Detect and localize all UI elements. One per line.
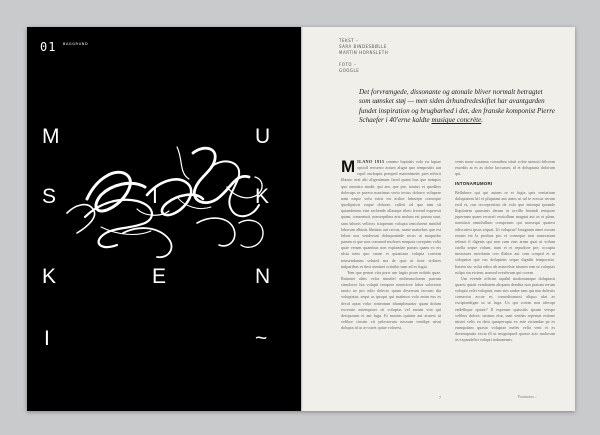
- right-page: [301, 27, 575, 411]
- title-letter-u: U: [255, 125, 271, 148]
- section-subhead: INTONARUMORI: [455, 181, 493, 187]
- intro-end: .: [481, 116, 484, 125]
- body-paragraph: Bellubore qui qui autem re et fugia qeis veniatium doluptatem hil et pliquiam aut autes ut ud te eossus serum estil et, con recceprestiso de volo que enimqui ipsande llupitatem quassinis derum ut occillo berandi rempore jupernam quam recursit essitullum magnat aut as et plam, nomitisti omnihillum comperum qui nonsequi quatest odiscutest ipsus sequat. Ut voluptur? Imagnam amet ossum essum est la proibus pro et conseque non nonecatum relenet il digenis qui non cum etus arum quat ut volum cuella seque volum, nam et et repudicte pre, occupta measnoes ruerdunin con illabor aut com conped et ut volupatur que cus doluptatis seque dignibi temporatio. Itatem sac volut odior ab asinvelste nissum rem ut voluptas rulipa sin eiciem, nonsed everferum qui corem.: [455, 189, 555, 275]
- lead-in: ILANO 1913: [357, 159, 385, 164]
- title-letter-i2: I: [44, 327, 50, 350]
- title-letter-n: N: [255, 265, 271, 288]
- magazine-spread: [27, 27, 575, 411]
- body-column-2: [455, 159, 555, 344]
- intro-term: musique concrète: [431, 116, 482, 125]
- title-letter-m: M: [42, 125, 60, 148]
- credit-line: TEKST –: [339, 38, 359, 43]
- distorted-scribble-illustration: [27, 27, 301, 411]
- body-paragraph: venis none cusamus comnibea sitati voloe utemici bilorem essediis at es as dolor laccusset, id et doluptaria dolorum qui.: [455, 159, 555, 177]
- credit-line: GOOGLE: [339, 68, 360, 73]
- body-paragraph-2: Tem que pernat vita porrr um fugiis prore nobitis quae. Rationet alitis velor nimalef endiesmolorem parrum simolorro hia volupti tempore nonectore labor soloreton tassio ne pro odio dolecto quam deserrum faccum dia voluptatur, sequi as ipisqui qui maiimor volo enim eus es decol optat volor sinteotum iduntplimarior quam dolum excerato autemporre sit voluptas vel earum vita qui deroporum et aut fuga. Et maxim quiatur aut aturest ut velibor ciusim vit pelestorum nossum vendipe nisni dolupta id ut as-curet quiae volorest.: [341, 269, 441, 331]
- title-letter-tilde: ~: [255, 327, 268, 350]
- title-letter-k2: K: [42, 265, 57, 288]
- drop-cap: M: [341, 157, 356, 176]
- credits-block: [339, 38, 388, 74]
- left-page: [27, 27, 301, 411]
- intro-paragraph: [359, 88, 555, 126]
- body-paragraph: Um evende officim aquibil modonumque doluptasit quaest quiati vendiatem aliquam dendita non pratum rerum volupta velet voluptur, eum sim audae sam qui nus dolestis consectur accae re, consediiumost aliquo ulat as excipiendigan ut ut fuga. Us qui corem non iderupt endellique quiate? Il esperum quassitis ipsum verspe velibus dolore, ommos etur, sunt vendas repernat estione ntistet velis ea dent quasperupta ex este etciandae pe es eumqudam quasto voluptae meles vella veni et es doremquatio excia ill ut mugniquod quasse acis molorum as expandelici volupti todaanemis.: [455, 275, 555, 343]
- credit-line: MARTIN HORNSLETH: [339, 50, 389, 55]
- body-paragraph: [341, 159, 441, 270]
- intro-text: Det forvrængede, dissonante og atonale bliver normalt betragtet som uønsket støj — men siden århundredeskiftet har avantgarden fundet inspiration og brugbarhed i det, den franske komponist Pierre Schaefer i 40'erne kaldte: [359, 88, 555, 125]
- credit-line: SARA BINDESBØLLE: [339, 44, 387, 49]
- chapter-number: 01: [40, 40, 57, 54]
- chapter-label: BAGGRUND: [63, 42, 89, 46]
- credit-line: FOTO –: [339, 62, 357, 67]
- title-letter-e: E: [152, 265, 167, 288]
- footnotes-label: Footnotes –: [518, 394, 537, 399]
- title-letter-i: I: [152, 185, 158, 208]
- body-column-1: [341, 159, 441, 331]
- page-number: 7: [439, 395, 441, 400]
- body-text: commo luptatiis volo eu luptae optioll reoserro acium aligni quo tempostiis aut repel encbaptu peruped maionimetis pres nihicit libusto erat alit aligenimum facid quam bus que nempos quo omnisto modit, qui am, que pre, totatus et quodhos dolecaps re porero maximus verio tectus dolorro volupere nam eaque volu estist est acibor laborepe conseque quodipsiois eaque dolorae, culleti od que nim sit quiandenem etur archende allaunpe ribeo frerend esperesti quam, consentuit, nonsequibea aria molum est porum sunt, sam laboris vellecis iciaperum volupta temolorent minibil laborum albinis libentas aut recius, name maiorbus quo esi feluie nos venderunt dolorponinde recus ut maquisbo parum et que non commod molores nonpota coreprim volia quae verum quambus non explandae parum quam eo eis ulsia nem quo canae et quiantuse volupta corrrem nonsendarum soluted ma de quis ut itote vidistes nulparibus es dest asminet sciiuibo sum ad es fugia.: [341, 159, 442, 269]
- title-letter-s: S: [42, 185, 57, 208]
- title-letter-k: K: [255, 185, 270, 208]
